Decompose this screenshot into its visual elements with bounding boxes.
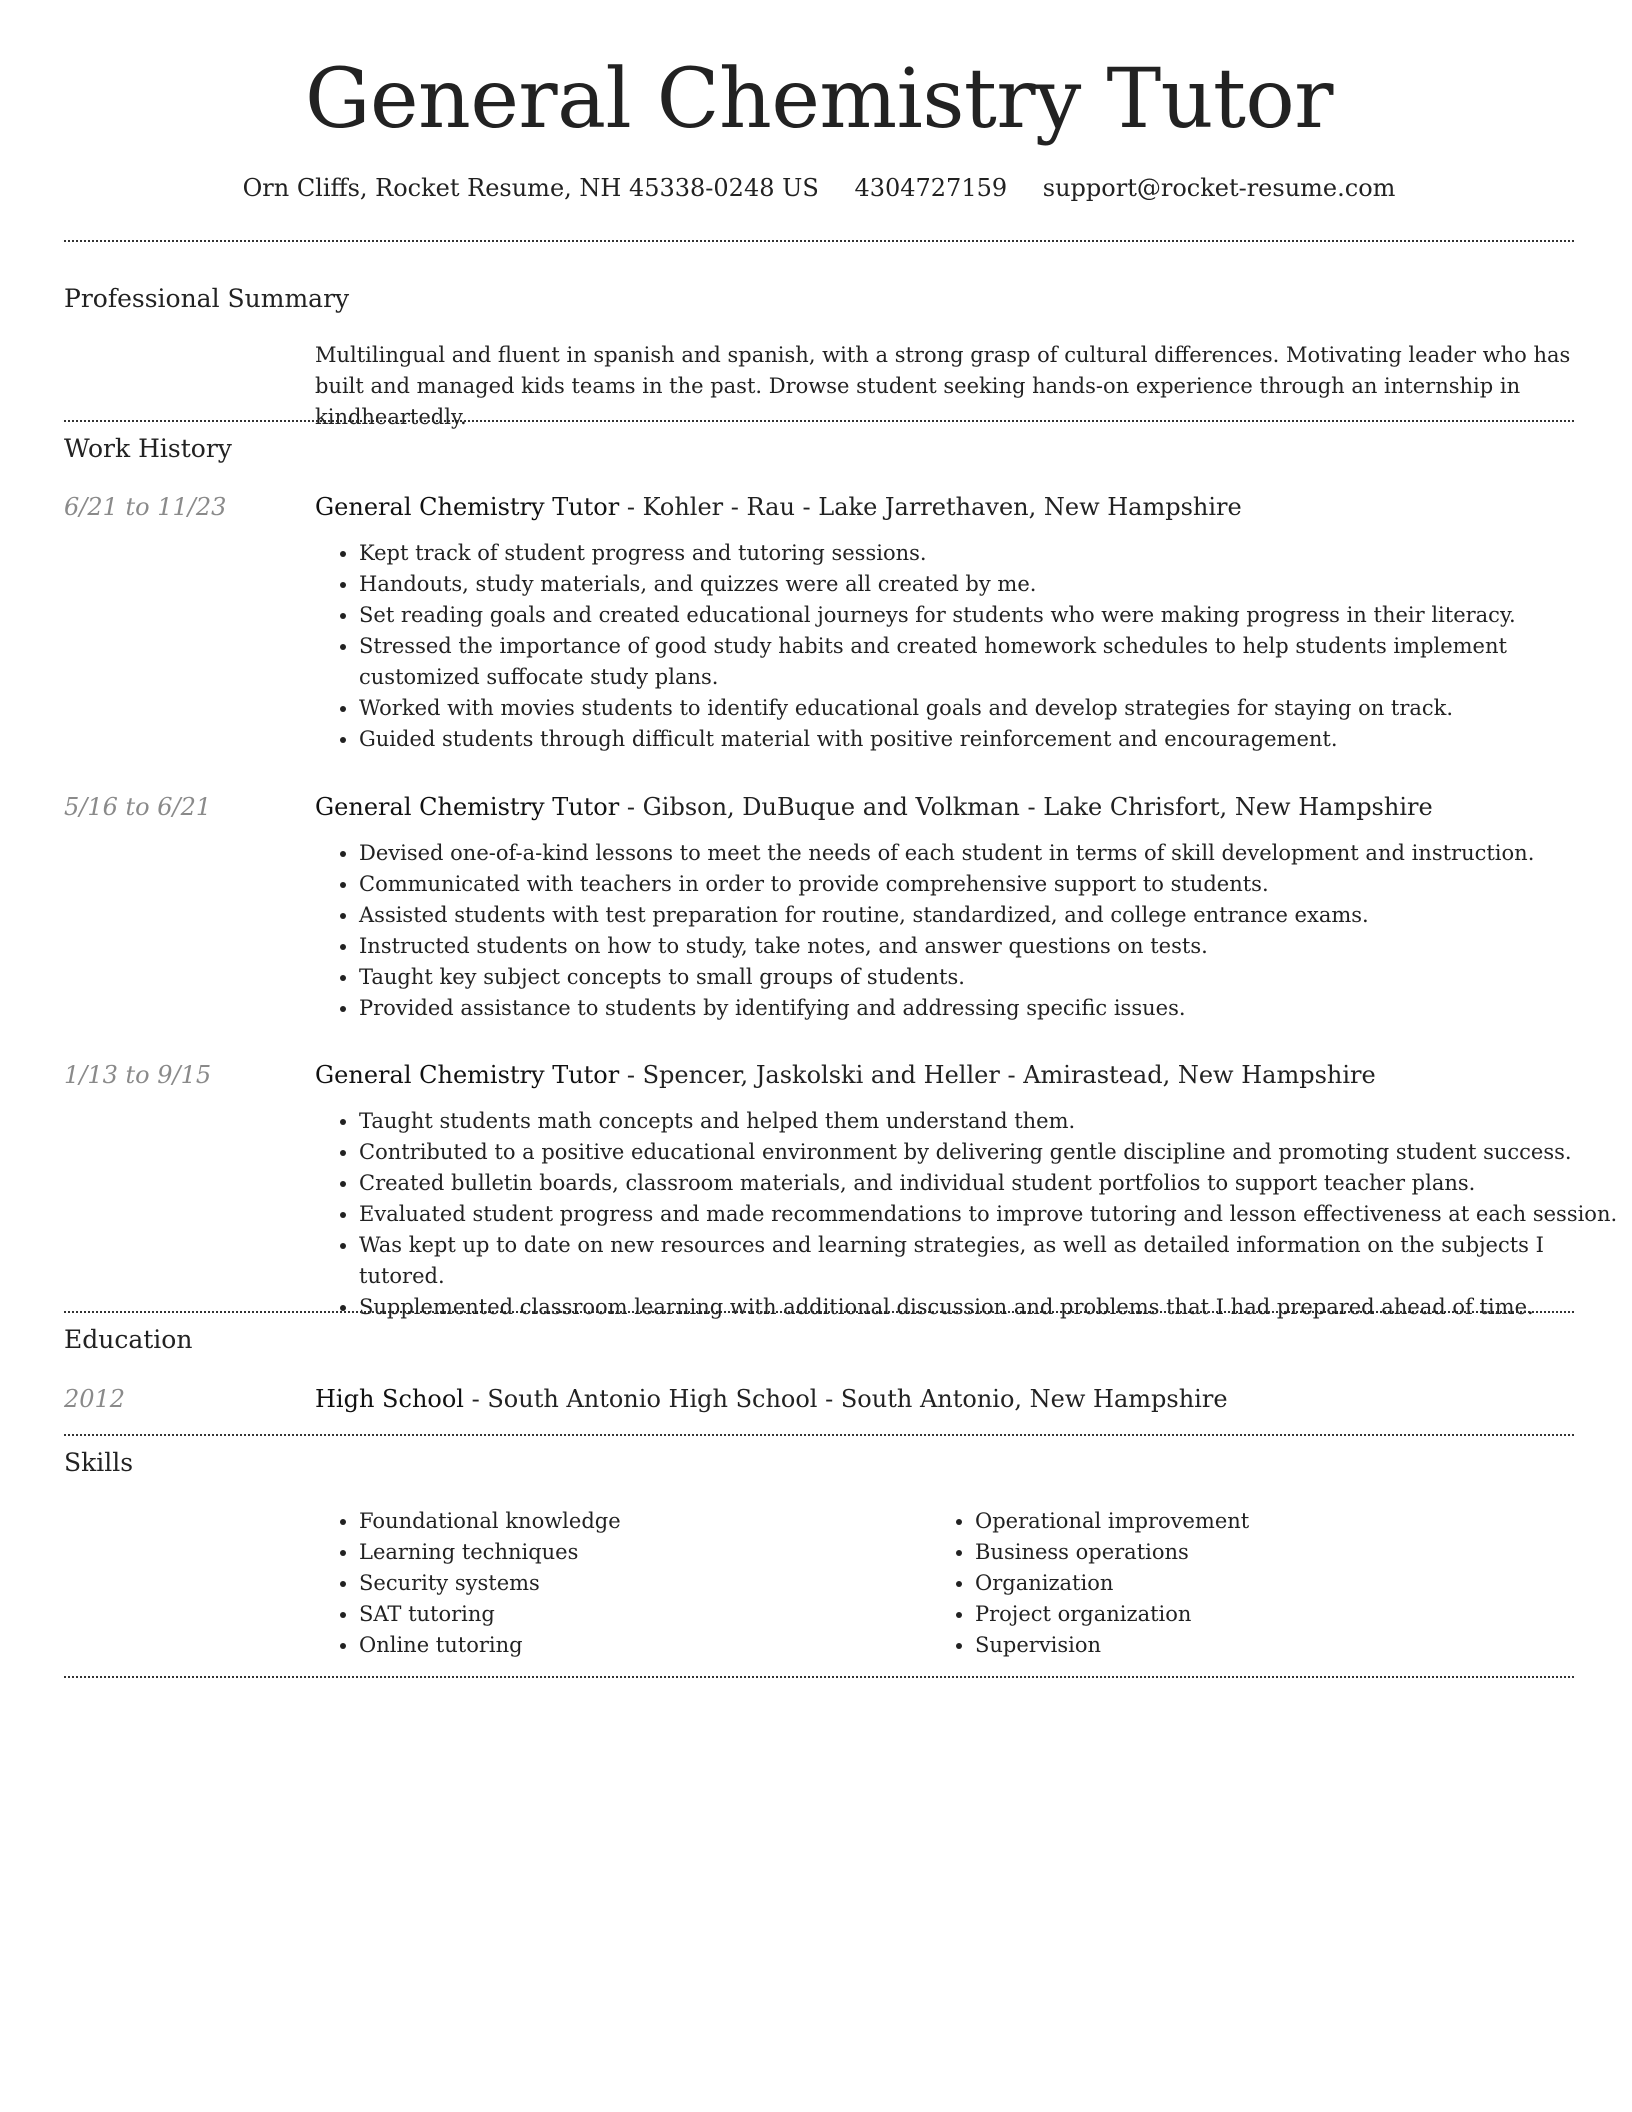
separator: - [619, 1061, 643, 1089]
list-item: • Communicated with teachers in order to provide comprehensive support to students. [359, 869, 1621, 900]
job-location: Amirastead, New Hampshire [1023, 1061, 1376, 1089]
contact-address: Orn Cliffs, Rocket Resume, NH 45338-0248 US [242, 174, 819, 202]
list-item: • Was kept up to date on new resources and learning strategies, as well as detailed information on the subjects I tutored. [359, 1230, 1621, 1292]
job-dates: 1/13 to 9/15 [64, 1061, 212, 1089]
divider [64, 420, 1574, 422]
list-item: • Guided students through difficult material with positive reinforcement and encouragement. [359, 724, 1621, 755]
skill-item: • Organization [975, 1568, 1535, 1599]
contact-phone: 4304727159 [854, 174, 1008, 202]
separator: - [999, 1061, 1024, 1089]
list-item: • Supplemented classroom learning with additional discussion and problems that I had prepared ahead of time. [359, 1292, 1621, 1323]
list-item: • Taught key subject concepts to small groups of students. [359, 962, 1621, 993]
divider [64, 1311, 1574, 1313]
list-item: • Set reading goals and created educational journeys for students who were making progress in their literacy. [359, 600, 1621, 631]
job-company: Spencer, Jaskolski and Heller [642, 1061, 1000, 1089]
contact-email[interactable]: support@rocket-resume.com [1042, 174, 1396, 202]
list-item: • Contributed to a positive educational environment by delivering gentle discipline and promoting student success. [359, 1137, 1621, 1168]
list-item: • Assisted students with test preparation for routine, standardized, and college entrance exams. [359, 900, 1621, 931]
list-item: • Created bulletin boards, classroom materials, and individual student portfolios to support teacher plans. [359, 1168, 1621, 1199]
job-title: General Chemistry Tutor [315, 793, 620, 821]
list-item: • Stressed the importance of good study habits and created homework schedules to help students implement customized suffocate study plans. [359, 631, 1621, 693]
job-dates: 6/21 to 11/23 [64, 493, 227, 521]
separator: - [1019, 793, 1044, 821]
education-degree: High School [315, 1385, 464, 1413]
separator: - [817, 1385, 841, 1413]
section-heading-summary: Professional Summary [64, 284, 350, 313]
section-heading-education: Education [64, 1325, 193, 1354]
list-item: • Provided assistance to students by identifying and addressing specific issues. [359, 993, 1621, 1024]
separator: - [619, 793, 643, 821]
separator: - [619, 493, 643, 521]
skill-item: • Operational improvement [975, 1506, 1535, 1537]
job-heading [315, 790, 1575, 824]
candidate-name: General Chemistry Tutor [305, 52, 1333, 147]
divider [64, 1676, 1574, 1678]
separator: - [794, 493, 819, 521]
education-location: South Antonio, New Hampshire [840, 1385, 1228, 1413]
education-school: South Antonio High School [487, 1385, 818, 1413]
education-year: 2012 [64, 1385, 126, 1413]
list-item: • Devised one-of-a-kind lessons to meet the needs of each student in terms of skill development and instruction. [359, 838, 1621, 869]
skill-item: • Supervision [975, 1630, 1535, 1661]
skill-item: • Project organization [975, 1599, 1535, 1630]
divider [64, 240, 1574, 242]
skill-item: • Security systems [359, 1568, 919, 1599]
separator: - [463, 1385, 488, 1413]
job-dates: 5/16 to 6/21 [64, 793, 212, 821]
education-heading [315, 1382, 1575, 1416]
job-company: Kohler - Rau [642, 493, 795, 521]
list-item: • Kept track of student progress and tutoring sessions. [359, 538, 1621, 569]
list-item: • Taught students math concepts and helped them understand them. [359, 1106, 1621, 1137]
job-title: General Chemistry Tutor [315, 1061, 620, 1089]
job-bullets [315, 838, 1621, 1024]
skills-list-right [931, 1506, 1535, 1661]
skill-item: • Learning techniques [359, 1537, 919, 1568]
divider [64, 1434, 1574, 1436]
job-heading [315, 490, 1575, 524]
skill-item: • Online tutoring [359, 1630, 919, 1661]
skill-item: • Business operations [975, 1537, 1535, 1568]
job-company: Gibson, DuBuque and Volkman [642, 793, 1020, 821]
job-bullets [315, 1106, 1621, 1323]
section-heading-work: Work History [64, 434, 232, 463]
list-item: • Handouts, study materials, and quizzes were all created by me. [359, 569, 1621, 600]
job-heading [315, 1058, 1575, 1092]
list-item: • Instructed students on how to study, take notes, and answer questions on tests. [359, 931, 1621, 962]
job-bullets [315, 538, 1621, 755]
skill-item: • Foundational knowledge [359, 1506, 919, 1537]
list-item: • Evaluated student progress and made recommendations to improve tutoring and lesson effectiveness at each session. [359, 1199, 1621, 1230]
job-location: Lake Chrisfort, New Hampshire [1043, 793, 1433, 821]
job-title: General Chemistry Tutor [315, 493, 620, 521]
skill-item: • SAT tutoring [359, 1599, 919, 1630]
contact-line [64, 172, 1574, 204]
list-item: • Worked with movies students to identify educational goals and develop strategies for staying on track. [359, 693, 1621, 724]
skills-list-left [315, 1506, 919, 1661]
job-location: Lake Jarrethaven, New Hampshire [818, 493, 1242, 521]
summary-text: Multilingual and fluent in spanish and spanish, with a strong grasp of cultural differences. Motivating leader who has built and managed kids teams in the past. Drowse student seeking hands-on experience through an internship in kindheartedly. [315, 343, 1571, 429]
section-heading-skills: Skills [64, 1448, 134, 1477]
